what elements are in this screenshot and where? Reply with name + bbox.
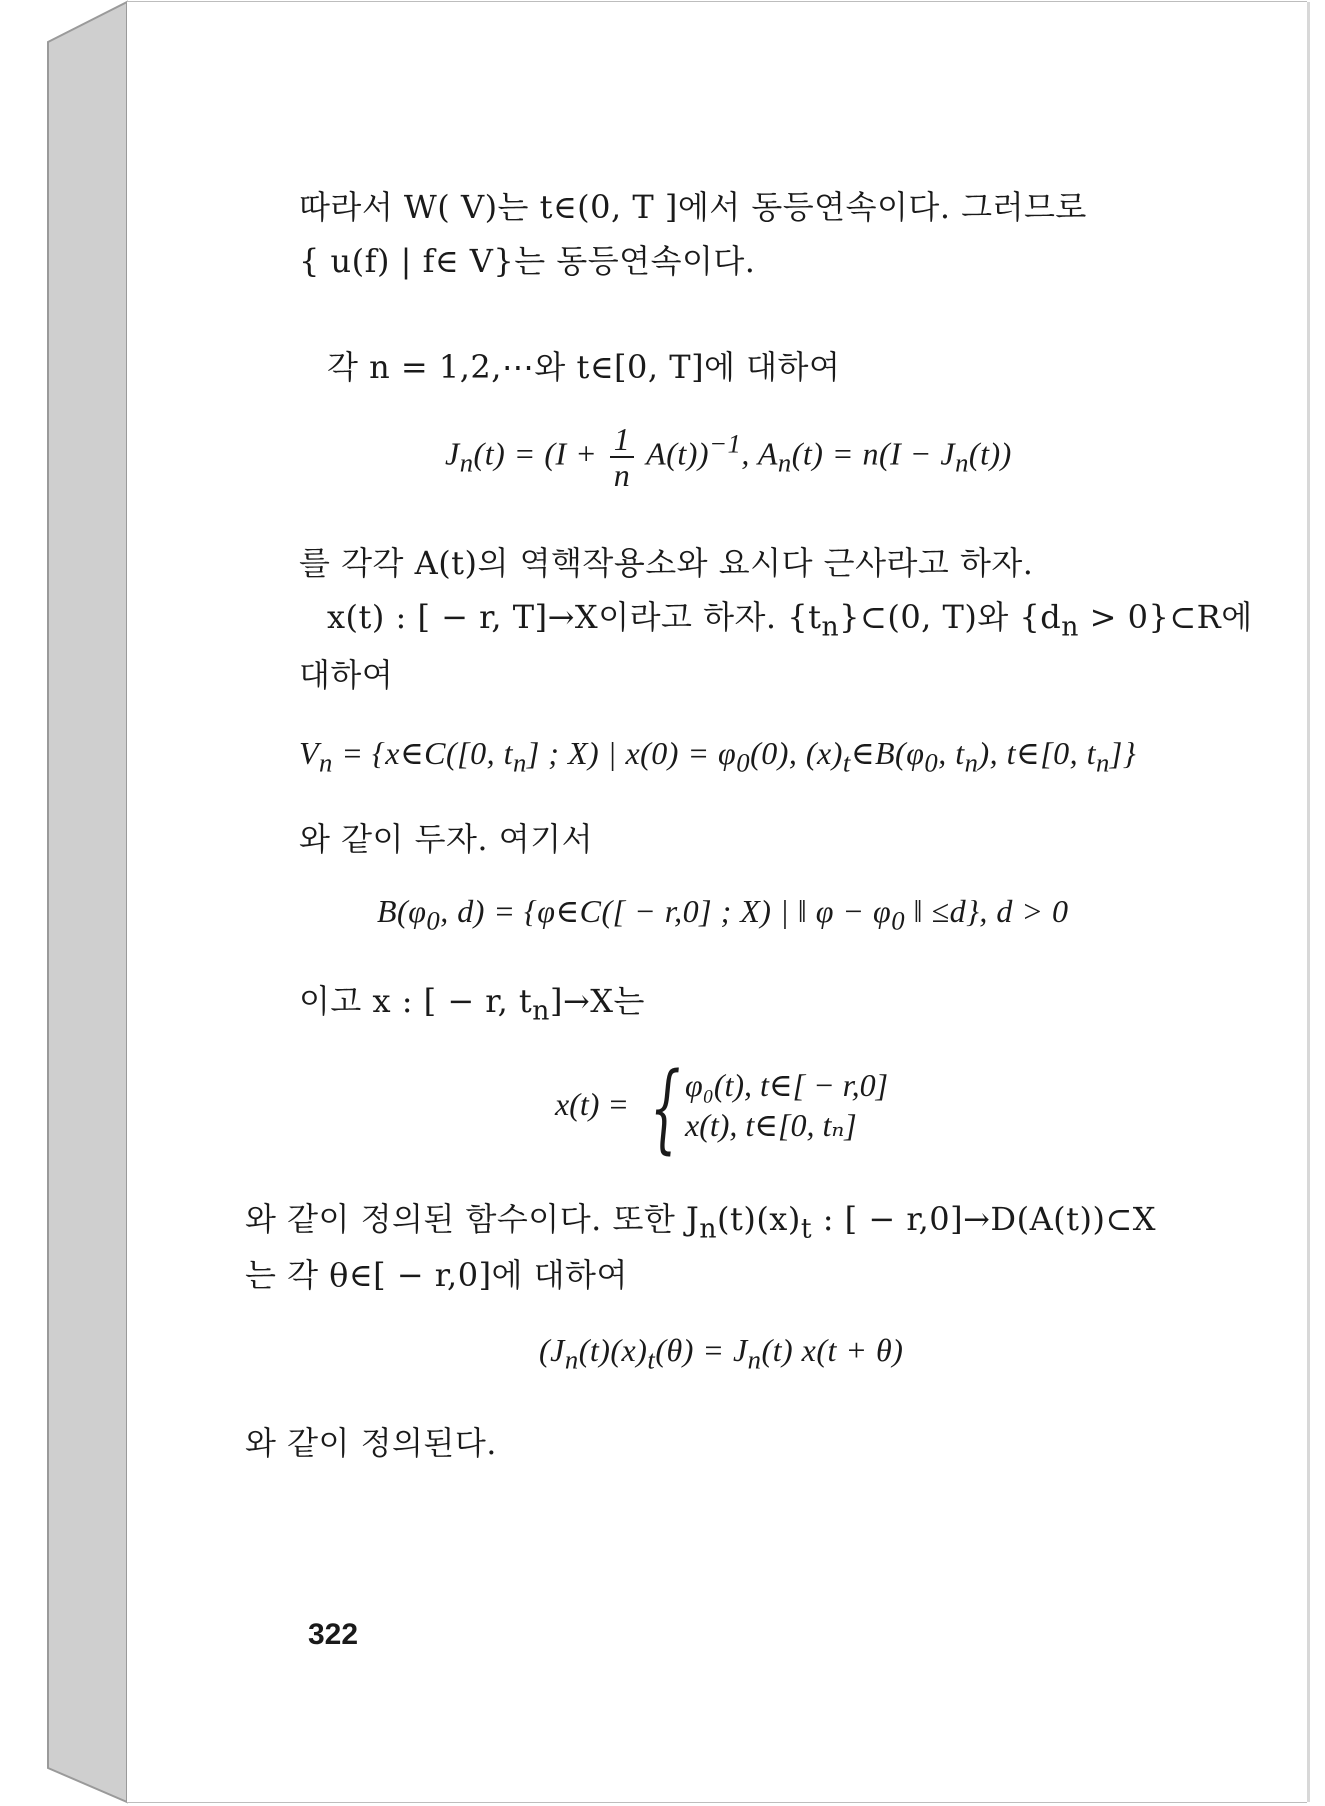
fraction-one-over-n: $\frac{1}{n}$ [610,422,635,492]
page-number: 322 [308,1618,359,1651]
left-brace: { [650,1052,681,1164]
equation-vn: $V_n$ = {x∈C([0, $t_n$] ; X) | $x(0) = \varphi_0(0)$, $(x)_t\in B(\varphi_0$, $t_n$), t∈[0, $t_n$]} [299,735,1137,778]
text-line-11: 와 같이 정의된다. [245,1424,497,1462]
text-line-7: 와 같이 두자. 여기서 [299,820,593,858]
equation-jn-def: ($J_n(t)(x)_t(\theta) = J_n(t) x(t + \theta)$ [539,1332,904,1375]
text-line-4: 를 각각 A(t)의 역핵작용소와 요시다 근사라고 하자. [299,544,1034,582]
text-line-8: 이고 x : [ − r, $t_n]\to X$는 [299,982,645,1027]
equation-ball: $B(\varphi_0$, d) = {φ∈C([ − r,0] ; X) | ‖ $\varphi - \varphi_0$ ‖ ≤d}, d > 0 [377,893,1069,936]
text-line-6: 대하여 [299,656,394,694]
text-line-3: 각 n = 1,2,⋯와 t∈[0, T]에 대하여 [327,348,841,386]
text-line-10: 는 각 θ∈[ − r,0]에 대하여 [245,1256,628,1294]
text-line-5: x(t) : [ − r, T]→X이라고 하자. $\{t_n\}\subset(0$, T)와 {$d_n$ > 0}⊂R에 [327,598,1253,643]
text-line-1: 따라서 W( V)는 t∈(0, T ]에서 동등연속이다. 그러므로 [299,188,1087,226]
text-line-9: 와 같이 정의된 함수이다. 또한 $J_n(t)(x)_t$ : [ − r,0]→D(A(t))⊂X [245,1200,1157,1245]
equation-resolvent: $J_n(t) = (I$ + $\frac{1}{n}$ A(t))$^{-1}$, $A_n(t) = n(I - J_n(t))$ [445,421,1012,493]
text-line-2: { u(f) | f∈ V}는 동등연속이다. [299,242,756,280]
book-page: 따라서 W( V)는 t∈(0, T ]에서 동등연속이다. 그러므로 { u(f) | f∈ V}는 동등연속이다. 각 n = 1,2,⋯와 t∈[0, T]에 대하여 $J_n(t) = (I$ + $\frac{1}{n}$ A(t))$^{-1}$, $A_n(t) = n(I - J_n(t))$ 를 각각 A(t)의 역핵작용소와 요시다 근사라고 하자. x(t) : [ − r, T]→X이라고 하자. $\{t_n\}\subset(0$, T)와 {$d_n$ > 0}⊂R에 대하여 $V_n$ = {x∈C([0, $t_n$] ; X) | $x(0) = \varphi_0(0)$, $(x)_t\in B(\varphi_0$, $t_n$), t∈[0, $t_n$]} 와 같이 두자. 여기서 $B(\varphi_0$, d) = {φ∈C([ − r,0] ; X) | ‖ $\varphi - \varphi_0$ ‖ ≤d}, d > 0 이고 x : [ − r, $t_n]\to X$는 x(t) = { φ₀(t), t∈[ − r,0] x(t), t∈[0, tₙ] 와 같이 정의된 함수이다. 또한 $J_n(t)(x)_t$ : [ − r,0]→D(A(t))⊂X 는 각 θ∈[ − r,0]에 대하여 ($J_n(t)(x)_t(\theta) = J_n(t) x(t + \theta)$ 와 같이 정의된다. 322 [127,2,1307,1802]
